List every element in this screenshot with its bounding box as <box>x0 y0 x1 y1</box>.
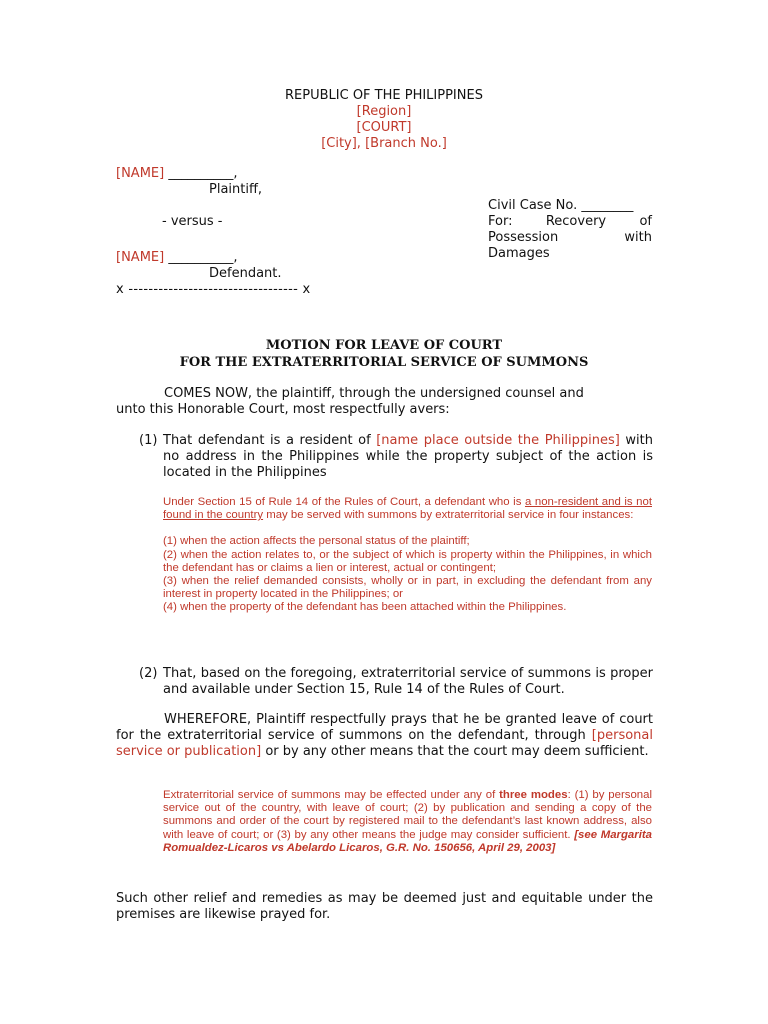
note-1-pre: Under Section 15 of Rule 14 of the Rules of Court, a defendant who is <box>163 496 525 508</box>
intro-line-2: unto this Honorable Court, most respectfully avers: <box>116 402 450 417</box>
region-placeholder: [Region] <box>356 104 412 119</box>
note-three-modes <box>163 789 652 855</box>
court-header <box>0 88 768 152</box>
case-caption-left <box>116 166 446 298</box>
item-1-text <box>163 433 653 481</box>
item-2-text: That, based on the foregoing, extraterritorial service of summons is proper and available under Section 15, Rule 14 of the Rules of Court. <box>163 666 653 697</box>
service-mode-placeholder: [personal service or publication] <box>116 728 653 759</box>
civil-case-number: Civil Case No. ________ <box>488 198 634 213</box>
motion-title-line2: FOR THE EXTRATERRITORIAL SERVICE OF SUMMONS <box>179 355 589 370</box>
for-with: with <box>624 230 652 245</box>
item-1-number: (1) <box>139 433 158 448</box>
note-1-instance-2: (2) when the action relates to, or the subject of which is property within the Philippines, in which the defendant has or claims a lien or interest, actual or contingent; <box>163 548 652 574</box>
wherefore-paragraph <box>116 712 653 760</box>
for-possession: Possession <box>488 230 559 245</box>
wherefore-post: or by any other means that the court may deem sufficient. <box>261 744 649 759</box>
note-2-pre: Extraterritorial service of summons may be effected under any of <box>163 789 500 801</box>
court-placeholder: [COURT] <box>356 120 412 135</box>
closing-paragraph: Such other relief and remedies as may be deemed just and equitable under the premises are likewise prayed for. <box>116 891 653 922</box>
note-1-instance-4: (4) when the property of the defendant has been attached within the Philippines. <box>163 601 567 614</box>
item-1-place-placeholder: [name place outside the Philippines] <box>376 433 620 448</box>
note-1-post: may be served with summons by extraterritorial service in four instances: <box>263 509 634 522</box>
for-recovery: Recovery <box>545 214 607 229</box>
city-branch-placeholder: [City], [Branch No.] <box>321 136 447 151</box>
item-1-post: with no address in the Philippines while the property subject of the action is located in the Philippines <box>163 433 653 480</box>
intro-paragraph <box>116 386 656 418</box>
note-rule-14 <box>163 496 652 615</box>
for-label: For: <box>488 214 513 229</box>
defendant-blank: __________, <box>164 250 238 265</box>
note-2-mid: : (1) by personal service out of the country, with leave of court; (2) by publication and sending a copy of the summons and order of the court by registered mail to the defendant’s last known address, also with leave of court; or (3) by any other means the judge may consider sufficient. <box>163 789 652 841</box>
note-2-citation: [see Margarita Romualdez-Licaros vs Abelardo Licaros, G.R. No. 150656, April 29, 2003] <box>163 828 652 854</box>
item-1-pre: That defendant is a resident of <box>163 433 377 448</box>
plaintiff-label: Plaintiff, <box>209 182 263 197</box>
intro-line-1: COMES NOW, the plaintiff, through the undersigned counsel and <box>164 386 584 401</box>
note-1-underlined: a non-resident and is not found in the country <box>163 496 652 522</box>
plaintiff-blank: __________, <box>164 166 238 181</box>
defendant-name-placeholder: [NAME] <box>116 250 165 265</box>
motion-title-line1: MOTION FOR LEAVE OF COURT <box>265 338 503 353</box>
item-2-number: (2) <box>139 666 158 681</box>
case-caption-right <box>488 198 652 262</box>
note-1-instance-1: (1) when the action affects the personal status of the plaintiff; <box>163 535 470 548</box>
for-line-2 <box>488 230 652 246</box>
motion-title <box>0 337 768 371</box>
caption-separator: x ---------------------------------- x <box>116 282 311 297</box>
for-of: of <box>639 214 652 229</box>
note-2-bold: three modes <box>499 789 568 801</box>
republic-line: REPUBLIC OF THE PHILIPPINES <box>285 88 483 103</box>
note-1-instance-3: (3) when the relief demanded consists, wholly or in part, in excluding the defendant from any interest in property located in the Philippines; or <box>163 575 652 601</box>
for-damages: Damages <box>488 246 550 261</box>
for-line-1 <box>488 214 652 230</box>
wherefore-pre: WHEREFORE, Plaintiff respectfully prays that he be granted leave of court for the extraterritorial service of summons on the defendant, through <box>116 712 653 743</box>
plaintiff-name-placeholder: [NAME] <box>116 166 165 181</box>
defendant-label: Defendant. <box>209 266 282 281</box>
versus-label: - versus - <box>162 214 223 229</box>
